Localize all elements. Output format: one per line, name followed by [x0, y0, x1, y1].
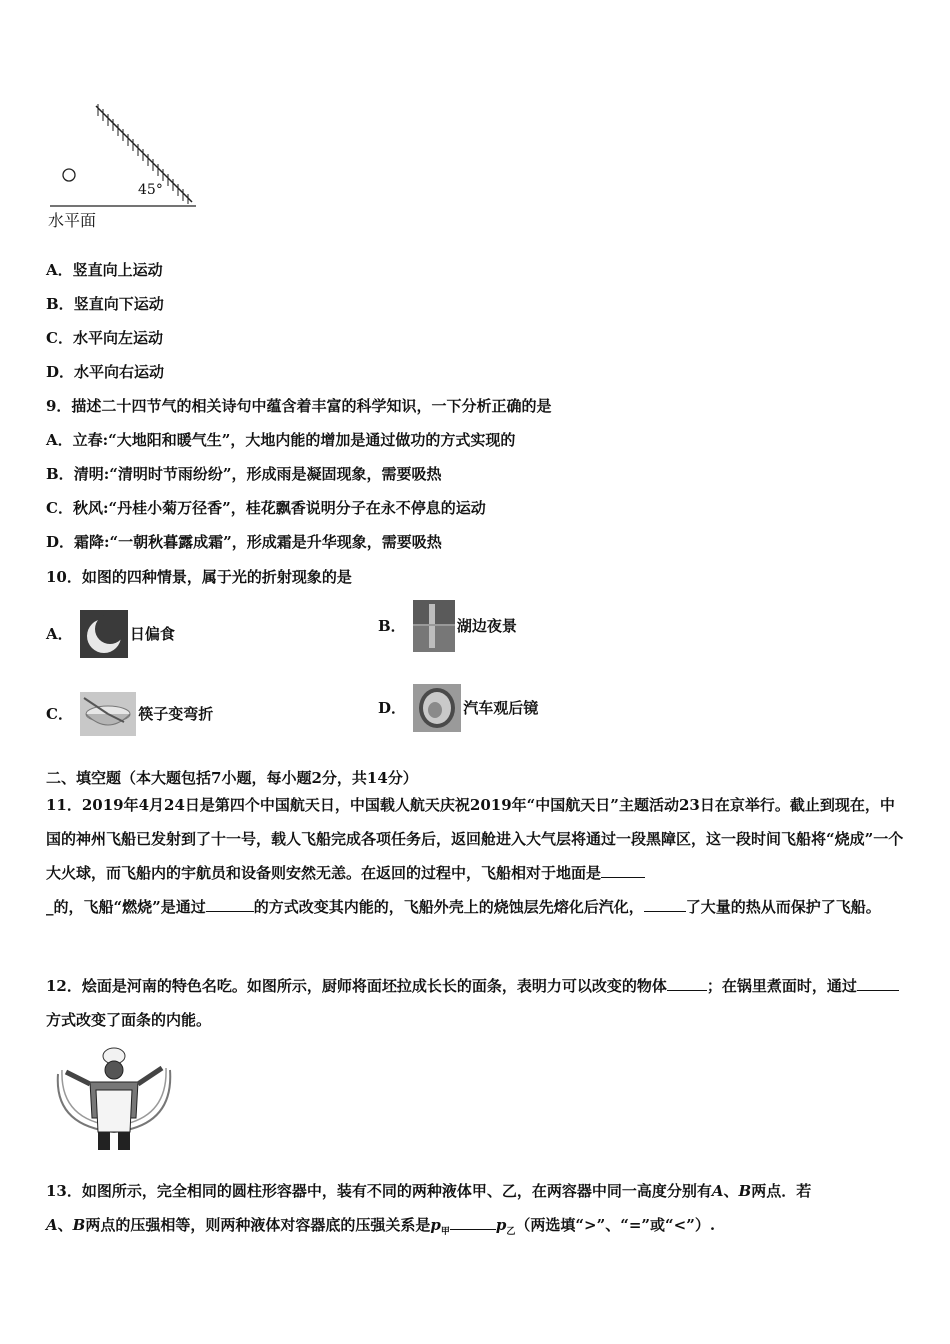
q9-option-c: C．秋风:“丹桂小菊万径香”，桂花飘香说明分子在永不停息的运动: [46, 499, 486, 517]
bent-chopsticks-icon: [80, 692, 136, 736]
q11-blank-1[interactable]: [601, 863, 645, 878]
q9-option-a: A．立春:“大地阳和暖气生”，大地内能的增加是通过做功的方式实现的: [46, 431, 516, 449]
chef-noodles-illustration: [50, 1046, 180, 1152]
solar-eclipse-icon: [80, 610, 128, 658]
mirror-figure: [46, 96, 206, 232]
ball-icon: [63, 169, 75, 181]
q11-blank-2[interactable]: [206, 897, 254, 912]
q12-blank-2[interactable]: [857, 976, 899, 991]
q13-blank[interactable]: [450, 1215, 496, 1230]
q10-option-d: D． 汽车观后镜: [378, 684, 538, 732]
ground-label: 水平面: [48, 211, 97, 230]
q13-text: 13．如图所示，完全相同的圆柱形容器中，装有不同的两种液体甲、乙，在两容器中同一高度分别有A、B两点．若 A、B两点的压强相等，则两种液体对容器底的压强关系是$p_甲$ $p_乙$（两选填“>”、“=”或“<”）.: [46, 1182, 812, 1237]
chef-figure: [50, 1046, 180, 1152]
q8-option-c: C．水平向左运动: [46, 329, 163, 347]
q9-stem: 9．描述二十四节气的相关诗句中蕴含着丰富的科学知识，一下分析正确的是: [46, 397, 552, 415]
q8-option-d: D．水平向右运动: [46, 363, 165, 381]
rearview-mirror-icon: [413, 684, 461, 732]
q12-text: 12．烩面是河南的特色名吃。如图所示，厨师将面坯拉成长长的面条，表明力可以改变的物体 ；在锅里煮面时，通过方式改变了面条的内能。: [46, 969, 908, 1037]
q9-option-d: D．霜降:“一朝秋暮露成霜”，形成霜是升华现象，需要吸热: [46, 533, 442, 551]
q8-option-b: B．竖直向下运动: [46, 295, 164, 313]
q9-option-b: B．清明:“清明时节雨纷纷”，形成雨是凝固现象，需要吸热: [46, 465, 442, 483]
q11-blank-3[interactable]: [644, 897, 686, 912]
q12-blank-1[interactable]: [667, 976, 707, 991]
q10-option-a: A． 日偏食: [46, 610, 175, 658]
q11-text: 11．2019年4月24日是第四个中国航天日，中国载人航天庆祝2019年“中国航天日”主题活动23日在京举行。截止到现在，中国的神州飞船已发射到了十一号，载人飞船完成各项任务后，返回舱进入大气层将通过一段黑障区，这一段时间飞船将“烧成”一个大火球，而飞船内的宇航员和设备则安然无恙。在返回的过程中，飞船相对于地面是 _的，飞船“燃烧”是通过 的方式改变其内能的，飞船外壳上的烧蚀层先熔化后汽化， 了大量的热从而保护了飞船。: [46, 796, 904, 916]
angle-label: 45°: [138, 182, 163, 198]
q8-option-a: A．竖直向上运动: [46, 261, 163, 279]
q10-stem: 10．如图的四种情景，属于光的折射现象的是: [46, 568, 352, 586]
q10-option-c: C． 筷子变弯折: [46, 692, 213, 736]
q10-option-b: B． 湖边夜景: [378, 600, 517, 652]
section-heading: 二、填空题（本大题包括7小题，每小题2分，共14分）: [46, 769, 418, 787]
lakeside-night-icon: [413, 600, 455, 652]
